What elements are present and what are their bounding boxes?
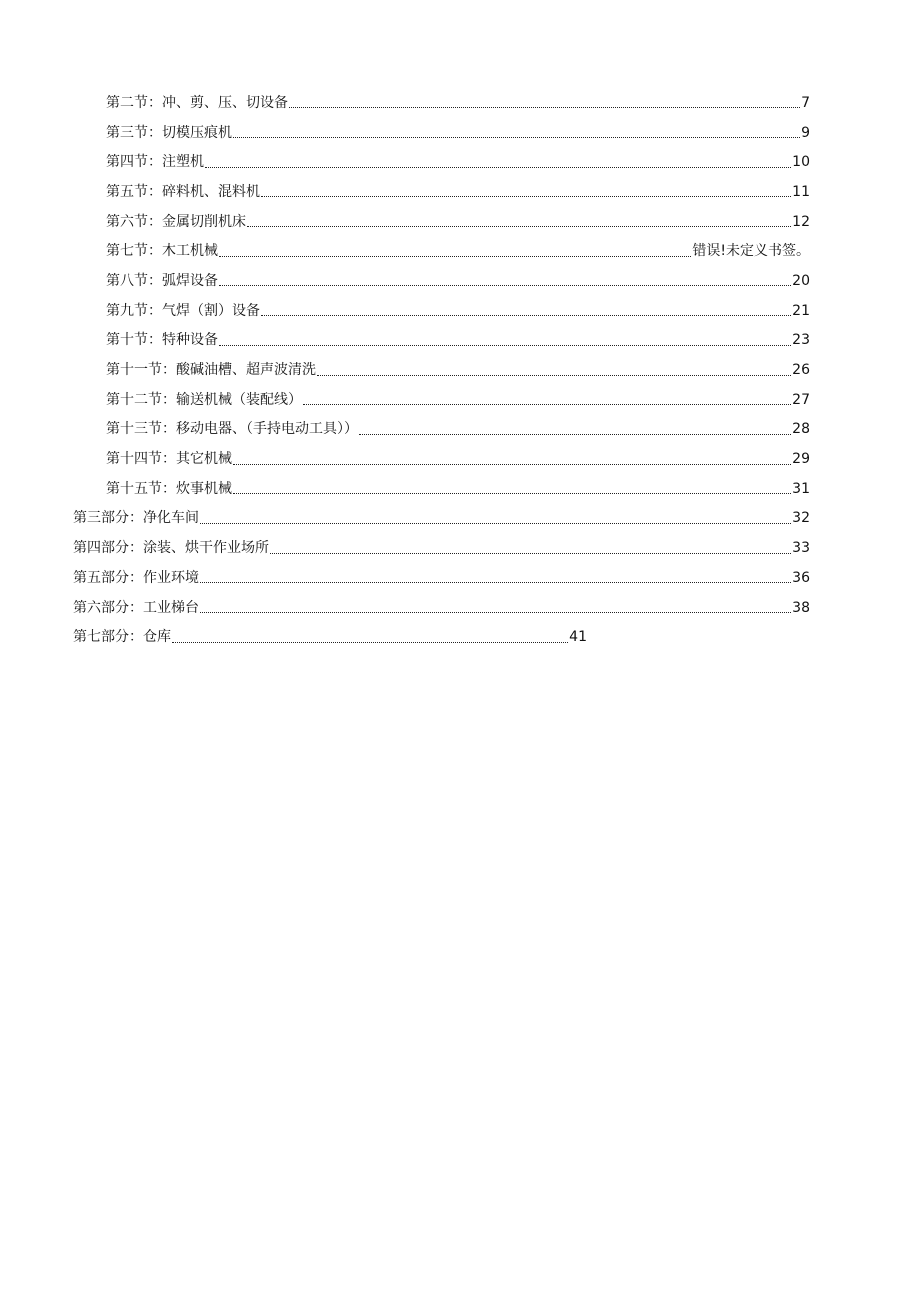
toc-entry[interactable] (0, 207, 810, 237)
toc-entry-title: 第三部分：净化车间 (73, 510, 199, 527)
toc-dot-leader (359, 434, 791, 435)
toc-entry-title: 第四节：注塑机 (106, 154, 204, 171)
toc-entry-page: 11 (792, 183, 810, 200)
toc-entry-page: 32 (792, 510, 810, 527)
toc-dot-leader (219, 345, 791, 346)
toc-entry-title: 第九节：气焊（割）设备 (106, 302, 260, 319)
toc-entry-title: 第五节：碎料机、混料机 (106, 183, 260, 200)
toc-entry-title: 第十五节：炊事机械 (106, 480, 232, 497)
toc-entry-page: 9 (801, 124, 810, 141)
toc-dot-leader (200, 523, 791, 524)
toc-entry-page: 31 (792, 480, 810, 497)
toc-entry-title: 第五部分：作业环境 (73, 569, 199, 586)
toc-dot-leader (205, 167, 791, 168)
toc-entry[interactable] (0, 474, 810, 504)
toc-entry[interactable] (0, 385, 810, 415)
toc-entry[interactable] (0, 504, 810, 534)
toc-entry-page: 23 (792, 332, 810, 349)
toc-dot-leader (219, 285, 791, 286)
toc-entry[interactable] (0, 622, 587, 652)
toc-dot-leader (233, 464, 791, 465)
toc-dot-leader (303, 404, 791, 405)
toc-entry-title: 第六部分：工业梯台 (73, 599, 199, 616)
toc-entry[interactable] (0, 118, 810, 148)
toc-entry-title: 第十四节：其它机械 (106, 451, 232, 468)
toc-entry-title: 第三节：切模压痕机 (106, 124, 232, 141)
toc-entry-page: 26 (792, 362, 810, 379)
toc-entry-title: 第十节：特种设备 (106, 332, 218, 349)
toc-dot-leader (289, 107, 800, 108)
toc-entry[interactable] (0, 296, 810, 326)
toc-entry-page: 33 (792, 540, 810, 557)
toc-entry-title: 第七部分：仓库 (73, 629, 171, 646)
toc-entry-title: 第七节：木工机械 (106, 243, 218, 260)
toc-entry-title: 第十二节：输送机械（装配线） (106, 391, 302, 408)
toc-entry-page-error: 错误!未定义书签。 (692, 243, 810, 260)
toc-dot-leader (172, 642, 568, 643)
toc-entry[interactable] (0, 266, 810, 296)
toc-dot-leader (317, 375, 791, 376)
toc-entry-page: 21 (792, 302, 810, 319)
toc-entry[interactable] (0, 88, 810, 118)
toc-dot-leader (247, 226, 791, 227)
toc-entry[interactable] (0, 147, 810, 177)
toc-entry-title: 第四部分：涂装、烘干作业场所 (73, 540, 269, 557)
toc-entry-page: 27 (792, 391, 810, 408)
toc-entry-page: 10 (792, 154, 810, 171)
toc-entry[interactable] (0, 415, 810, 445)
toc-entry[interactable] (0, 563, 810, 593)
toc-dot-leader (233, 137, 800, 138)
toc-entry[interactable] (0, 355, 810, 385)
toc-entry-page: 12 (792, 213, 810, 230)
toc-entry[interactable] (0, 326, 810, 356)
toc-entry-page: 7 (801, 94, 810, 111)
toc-entry[interactable] (0, 177, 810, 207)
toc-entry-title: 第二节：冲、剪、压、切设备 (106, 94, 288, 111)
toc-entry-title: 第八节：弧焊设备 (106, 272, 218, 289)
toc-entry-page: 41 (569, 629, 587, 646)
table-of-contents (0, 88, 920, 652)
toc-dot-leader (233, 493, 791, 494)
toc-entry-page: 38 (792, 599, 810, 616)
toc-dot-leader (261, 196, 791, 197)
toc-entry-page: 36 (792, 569, 810, 586)
toc-entry[interactable] (0, 533, 810, 563)
toc-entry[interactable] (0, 444, 810, 474)
toc-dot-leader (261, 315, 791, 316)
toc-dot-leader (219, 256, 691, 257)
toc-dot-leader (200, 582, 791, 583)
toc-entry-page: 28 (792, 421, 810, 438)
toc-entry-title: 第十三节：移动电器、（手持电动工具）） (106, 421, 358, 438)
toc-dot-leader (200, 612, 791, 613)
toc-entry[interactable] (0, 593, 810, 623)
toc-entry-title: 第六节：金属切削机床 (106, 213, 246, 230)
toc-entry[interactable] (0, 236, 810, 266)
toc-entry-page: 29 (792, 451, 810, 468)
toc-entry-page: 20 (792, 272, 810, 289)
toc-dot-leader (270, 553, 791, 554)
toc-entry-title: 第十一节：酸碱油槽、超声波清洗 (106, 362, 316, 379)
